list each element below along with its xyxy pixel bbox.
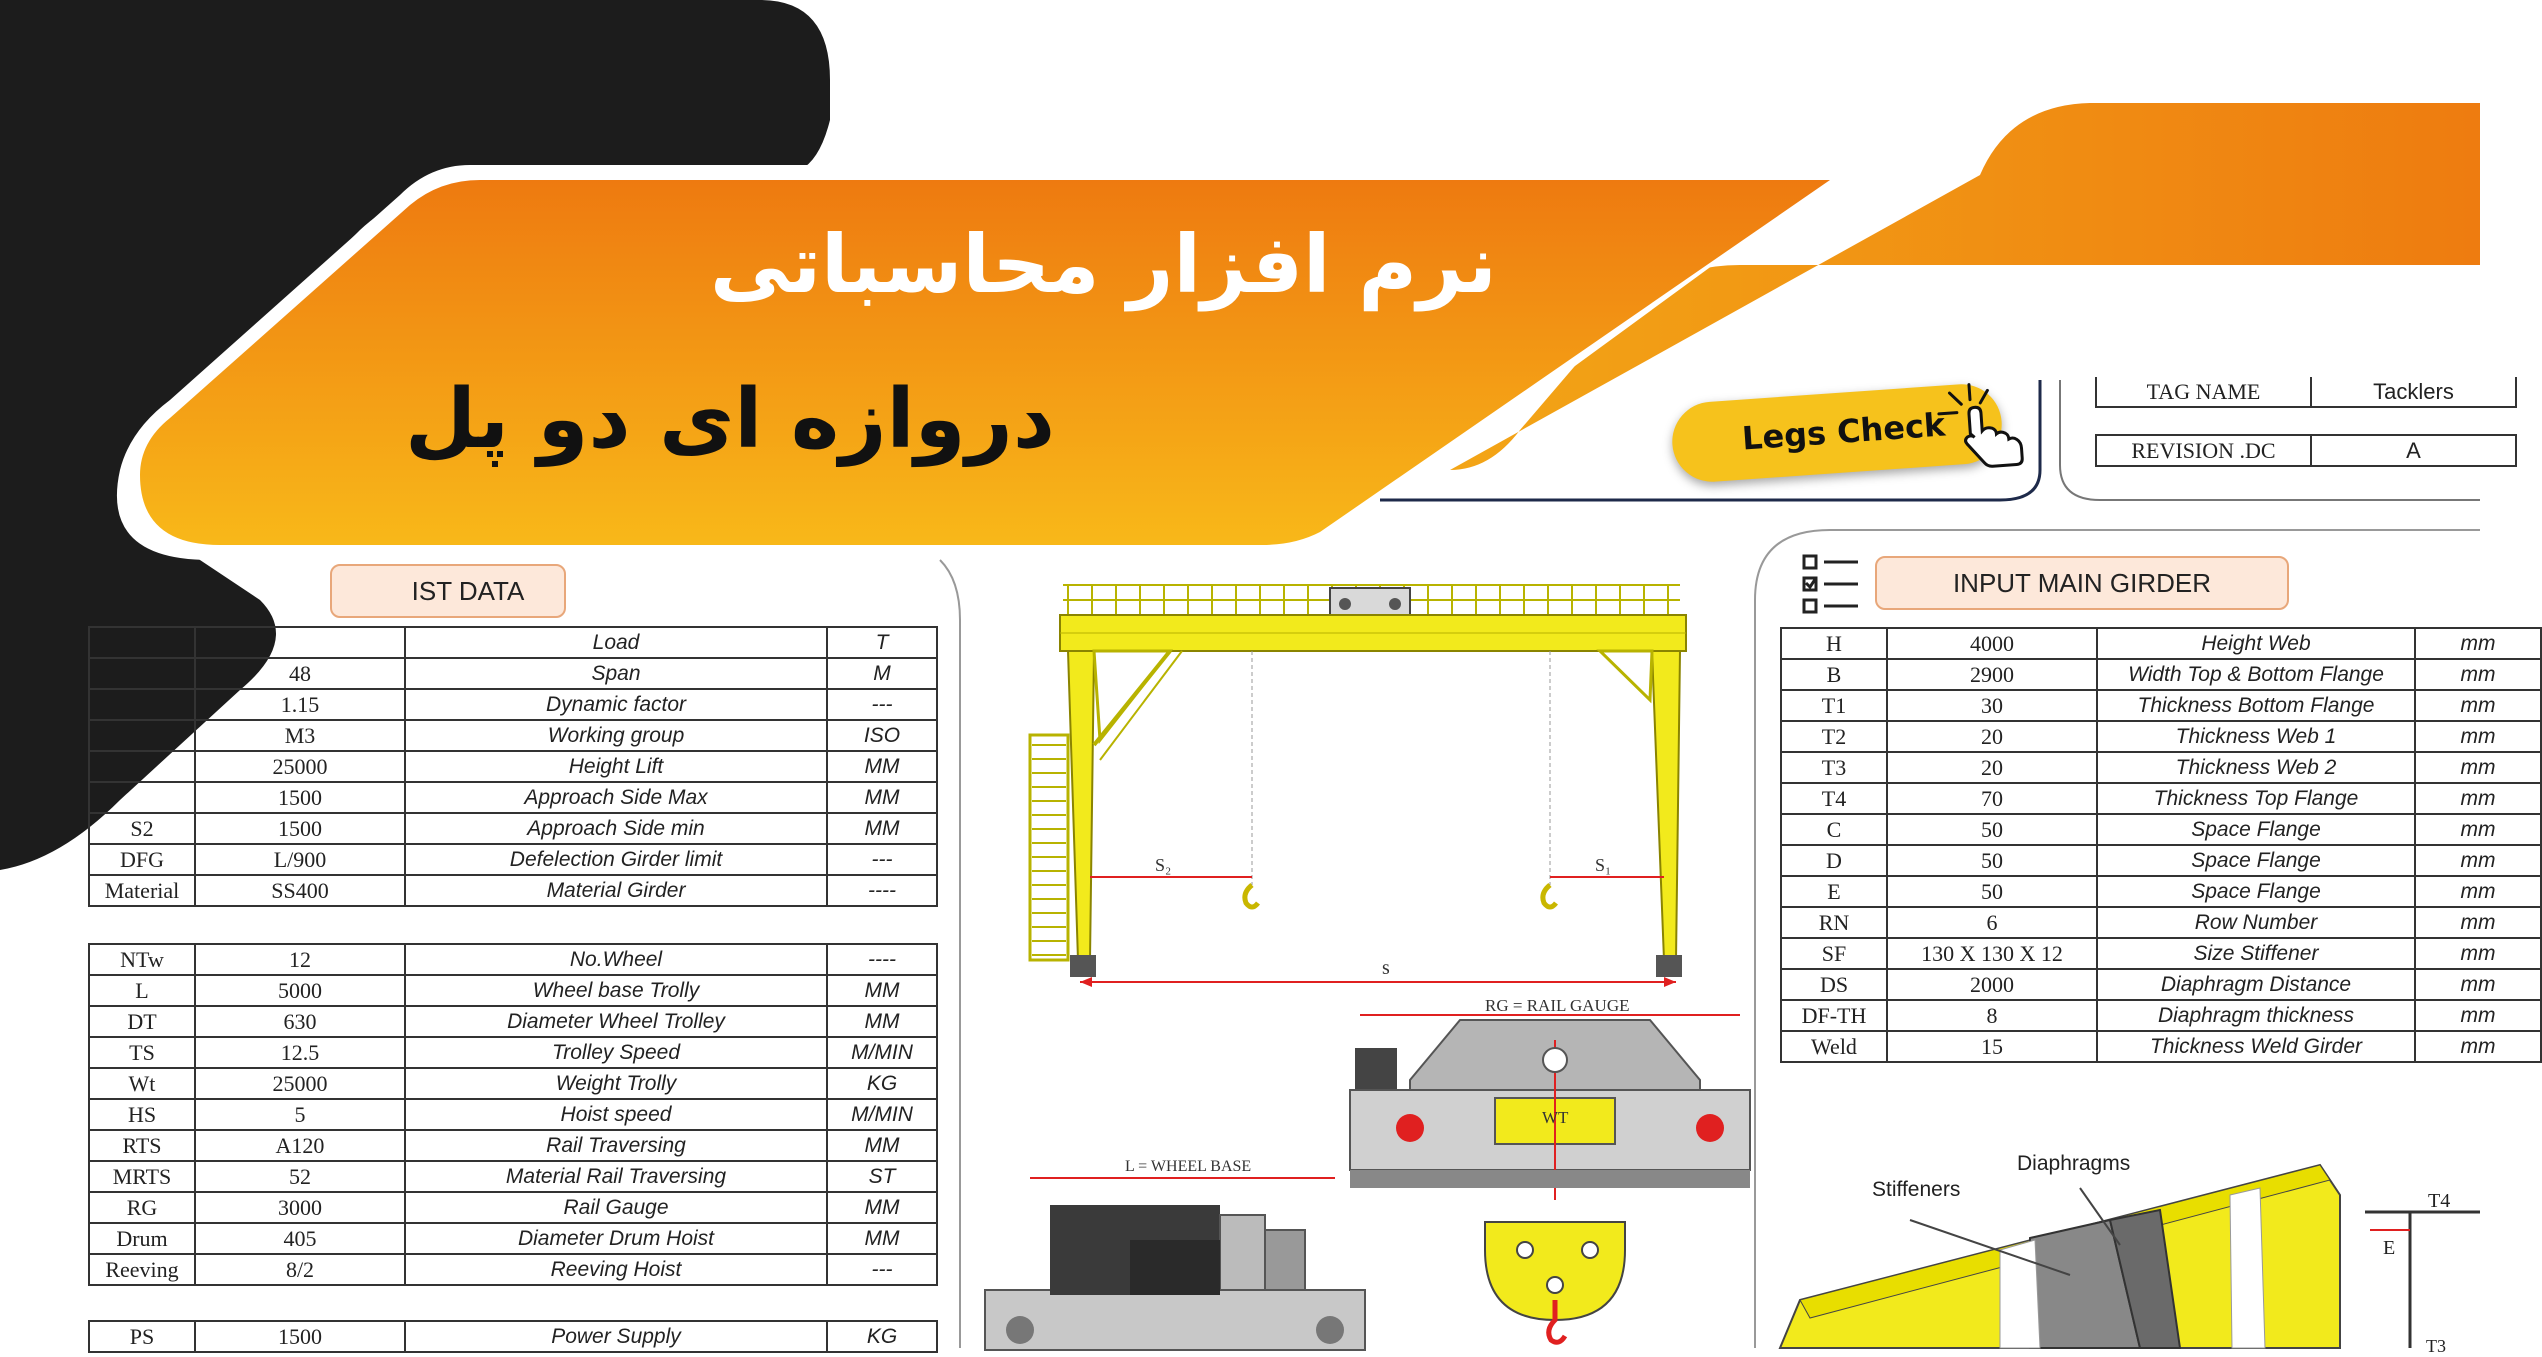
param-unit[interactable]: mm (2415, 876, 2541, 907)
param-name[interactable]: Size Stiffener (2097, 938, 2415, 969)
param-unit[interactable]: mm (2415, 721, 2541, 752)
param-value[interactable]: L/900 (195, 844, 405, 875)
param-value[interactable]: 4000 (1887, 628, 2097, 659)
param-unit[interactable]: T (827, 627, 937, 658)
param-unit[interactable]: MM (827, 1192, 937, 1223)
param-code[interactable]: Weld (1781, 1031, 1887, 1062)
param-value[interactable]: SS400 (195, 875, 405, 906)
info-key: REVISION .DC (2096, 435, 2311, 466)
rail-gauge-label: RG = RAIL GAUGE (1485, 996, 1630, 1015)
param-code[interactable]: DFG (89, 844, 195, 875)
param-value[interactable]: 20 (1887, 721, 2097, 752)
param-name[interactable]: Power Supply (405, 1321, 827, 1352)
param-value[interactable]: 2900 (1887, 659, 2097, 690)
param-value[interactable]: 3000 (195, 1192, 405, 1223)
param-code[interactable]: T3 (1781, 752, 1887, 783)
param-name[interactable]: Weight Trolly (405, 1068, 827, 1099)
param-unit[interactable]: mm (2415, 814, 2541, 845)
param-unit[interactable]: M/MIN (827, 1037, 937, 1068)
param-code[interactable]: RG (89, 1192, 195, 1223)
param-name[interactable]: Space Flange (2097, 876, 2415, 907)
param-code[interactable]: E (1781, 876, 1887, 907)
param-code[interactable]: TS (89, 1037, 195, 1068)
param-unit[interactable]: MM (827, 1006, 937, 1037)
param-unit[interactable]: --- (827, 844, 937, 875)
param-value[interactable]: 50 (1887, 876, 2097, 907)
t3-label: T3 (2426, 1336, 2446, 1356)
param-unit[interactable]: --- (827, 1254, 937, 1285)
param-name[interactable]: Space Flange (2097, 814, 2415, 845)
param-name[interactable]: Thickness Bottom Flange (2097, 690, 2415, 721)
param-code[interactable]: Reeving (89, 1254, 195, 1285)
param-code[interactable]: T4 (1781, 783, 1887, 814)
param-name[interactable]: Approach Side Max (405, 782, 827, 813)
param-unit[interactable]: MM (827, 751, 937, 782)
param-value[interactable]: 630 (195, 1006, 405, 1037)
param-unit[interactable]: ---- (827, 944, 937, 975)
param-value[interactable]: 8/2 (195, 1254, 405, 1285)
param-name[interactable]: Reeving Hoist (405, 1254, 827, 1285)
param-name[interactable]: Width Top & Bottom Flange (2097, 659, 2415, 690)
param-name[interactable]: No.Wheel (405, 944, 827, 975)
param-value[interactable]: 6 (1887, 907, 2097, 938)
param-code[interactable]: Material (89, 875, 195, 906)
param-code[interactable]: Drum (89, 1223, 195, 1254)
s2-dimension-label: S₂ (1155, 855, 1172, 875)
param-code[interactable]: H (1781, 628, 1887, 659)
param-unit[interactable]: MM (827, 813, 937, 844)
param-name[interactable]: Space Flange (2097, 845, 2415, 876)
param-code[interactable]: L (89, 975, 195, 1006)
banner-title-line2: دروازه ای دو پل (405, 372, 1055, 467)
param-unit[interactable]: KG (827, 1321, 937, 1352)
param-code[interactable]: RTS (89, 1130, 195, 1161)
gantry-crane-drawing (1030, 585, 1686, 987)
param-value[interactable]: 50 (1887, 814, 2097, 845)
param-value[interactable]: 1.15 (195, 689, 405, 720)
info-value: A (2311, 435, 2516, 466)
param-name[interactable]: Material Rail Traversing (405, 1161, 827, 1192)
param-code[interactable]: T1 (1781, 690, 1887, 721)
param-name[interactable]: Thickness Web 2 (2097, 752, 2415, 783)
param-unit[interactable]: M (827, 658, 937, 689)
param-code[interactable]: DT (89, 1006, 195, 1037)
param-name[interactable]: Height Web (2097, 628, 2415, 659)
param-value[interactable]: 8 (1887, 1000, 2097, 1031)
param-code[interactable]: PS (89, 1321, 195, 1352)
param-unit[interactable]: ST (827, 1161, 937, 1192)
param-name[interactable]: Dynamic factor (405, 689, 827, 720)
t4-label: T4 (2428, 1190, 2451, 1212)
legs-check-label: Legs Check (1740, 405, 1947, 458)
wt-label: WT (1542, 1108, 1569, 1127)
param-code[interactable]: SF (1781, 938, 1887, 969)
param-value[interactable]: 12.5 (195, 1037, 405, 1068)
param-value[interactable]: 70 (1887, 783, 2097, 814)
param-name[interactable]: Thickness Weld Girder (2097, 1031, 2415, 1062)
param-name[interactable]: Defelection Girder limit (405, 844, 827, 875)
param-value[interactable]: 12 (195, 944, 405, 975)
param-value[interactable]: 20 (1887, 752, 2097, 783)
info-key: TAG NAME (2096, 377, 2311, 407)
param-unit[interactable]: ---- (827, 875, 937, 906)
param-unit[interactable]: KG (827, 1068, 937, 1099)
param-value[interactable]: 48 (195, 658, 405, 689)
diaphragms-label: Diaphragms (2017, 1152, 2131, 1175)
param-code[interactable]: HS (89, 1099, 195, 1130)
param-unit[interactable]: M/MIN (827, 1099, 937, 1130)
wheel-base-label: L = WHEEL BASE (1125, 1158, 1252, 1175)
param-unit[interactable]: mm (2415, 690, 2541, 721)
param-unit[interactable]: mm (2415, 845, 2541, 876)
param-unit[interactable]: ISO (827, 720, 937, 751)
param-value[interactable]: A120 (195, 1130, 405, 1161)
hoist-section-text: IST DATA (411, 575, 525, 606)
param-unit[interactable]: mm (2415, 907, 2541, 938)
param-unit[interactable]: mm (2415, 783, 2541, 814)
param-name[interactable]: Trolley Speed (405, 1037, 827, 1068)
param-value[interactable]: 50 (1887, 845, 2097, 876)
param-name[interactable]: Diameter Wheel Trolley (405, 1006, 827, 1037)
param-unit[interactable]: mm (2415, 628, 2541, 659)
param-name[interactable]: Approach Side min (405, 813, 827, 844)
param-code[interactable]: NTw (89, 944, 195, 975)
e-label: E (2383, 1237, 2396, 1259)
param-name[interactable]: Diameter Drum Hoist (405, 1223, 827, 1254)
param-unit[interactable]: mm (2415, 1000, 2541, 1031)
s1-dimension-label: S₁ (1595, 855, 1612, 875)
param-code[interactable]: DS (1781, 969, 1887, 1000)
param-name[interactable]: Wheel base Trolly (405, 975, 827, 1006)
param-code[interactable]: T2 (1781, 721, 1887, 752)
param-name[interactable]: Material Girder (405, 875, 827, 906)
param-name[interactable]: Load (405, 627, 827, 658)
param-unit[interactable]: mm (2415, 659, 2541, 690)
param-value[interactable]: M3 (195, 720, 405, 751)
param-value[interactable]: 1500 (195, 1321, 405, 1352)
param-code[interactable]: DF-TH (1781, 1000, 1887, 1031)
param-value[interactable]: 30 (1887, 690, 2097, 721)
param-name[interactable]: Diaphragm Distance (2097, 969, 2415, 1000)
param-code[interactable]: D (1781, 845, 1887, 876)
param-name[interactable]: Row Number (2097, 907, 2415, 938)
param-code[interactable]: MRTS (89, 1161, 195, 1192)
banner-title-line1: نرم افزار محاسباتی (710, 218, 1497, 311)
param-name[interactable]: Height Lift (405, 751, 827, 782)
param-value[interactable]: 405 (195, 1223, 405, 1254)
param-value[interactable]: 52 (195, 1161, 405, 1192)
param-unit[interactable]: MM (827, 1223, 937, 1254)
param-value[interactable]: 25000 (195, 751, 405, 782)
param-unit[interactable]: MM (827, 975, 937, 1006)
param-unit[interactable]: MM (827, 782, 937, 813)
param-name[interactable]: Rail Traversing (405, 1130, 827, 1161)
info-value: Tacklers (2311, 377, 2516, 407)
param-code[interactable]: Wt (89, 1068, 195, 1099)
param-code[interactable]: B (1781, 659, 1887, 690)
param-unit[interactable]: mm (2415, 1031, 2541, 1062)
param-name[interactable]: Thickness Web 1 (2097, 721, 2415, 752)
param-value[interactable]: 25000 (195, 1068, 405, 1099)
param-name[interactable]: Rail Gauge (405, 1192, 827, 1223)
param-name[interactable]: Hoist speed (405, 1099, 827, 1130)
stiffeners-label: Stiffeners (1872, 1178, 1961, 1201)
trolley-side-view-drawing (985, 1178, 1365, 1350)
param-name[interactable]: Span (405, 658, 827, 689)
param-name[interactable]: Thickness Top Flange (2097, 783, 2415, 814)
param-unit[interactable]: mm (2415, 969, 2541, 1000)
param-value[interactable]: 15 (1887, 1031, 2097, 1062)
param-name[interactable]: Diaphragm thickness (2097, 1000, 2415, 1031)
param-value[interactable]: 1500 (195, 813, 405, 844)
param-code[interactable]: C (1781, 814, 1887, 845)
param-unit[interactable]: --- (827, 689, 937, 720)
param-value[interactable]: 130 X 130 X 12 (1887, 938, 2097, 969)
span-dimension-label: s (1382, 957, 1390, 979)
trolley-end-view-drawing (1350, 1015, 1750, 1342)
param-value[interactable]: 1500 (195, 782, 405, 813)
param-unit[interactable]: mm (2415, 752, 2541, 783)
param-code[interactable]: RN (1781, 907, 1887, 938)
param-value[interactable]: 2000 (1887, 969, 2097, 1000)
param-unit[interactable]: MM (827, 1130, 937, 1161)
girder-section-text: INPUT MAIN GIRDER (1952, 567, 2212, 598)
param-unit[interactable]: mm (2415, 938, 2541, 969)
param-value[interactable]: 5000 (195, 975, 405, 1006)
param-code[interactable]: S2 (89, 813, 195, 844)
param-value[interactable]: 5 (195, 1099, 405, 1130)
param-name[interactable]: Working group (405, 720, 827, 751)
